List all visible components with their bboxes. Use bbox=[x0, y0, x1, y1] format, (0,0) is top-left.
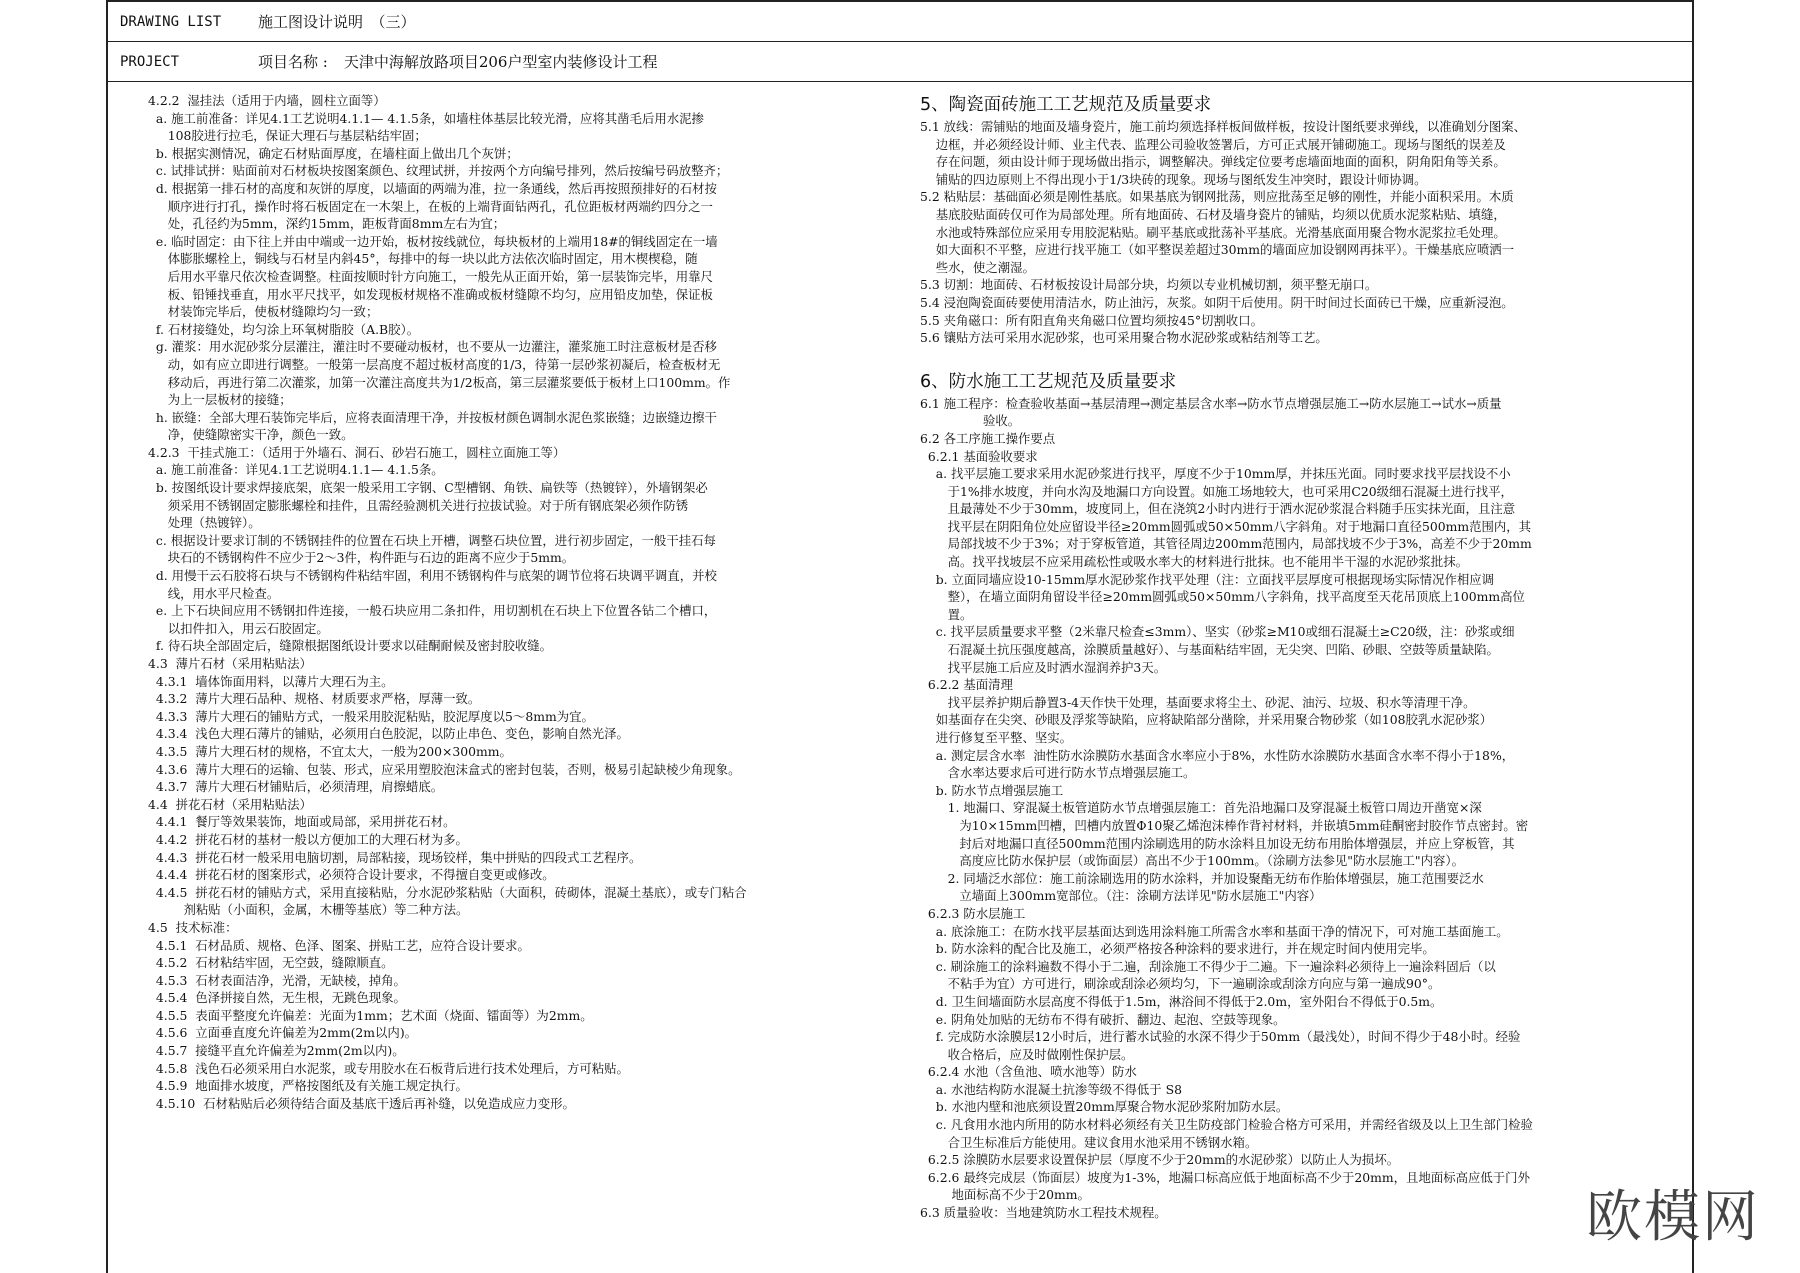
left-text-line: b. 根据实测情况，确定石材贴面厚度，在墙柱面上做出几个灰饼； bbox=[148, 145, 519, 161]
left-text-line: 4.5 技术标准： bbox=[148, 919, 238, 935]
section-heading: 5、陶瓷面砖施工工艺规范及质量要求 bbox=[920, 95, 1212, 115]
drawing-sheet bbox=[106, 0, 1694, 1273]
left-text-line: e. 上下石块间应用不锈钢扣件连接，一般石块应用二条扣件，用切割机在石块上下位置各钻二个槽口， bbox=[148, 603, 717, 619]
left-text-line: 4.4.1 餐厅等效果装饰，地面或局部，采用拼花石材。 bbox=[148, 814, 456, 830]
right-text-line: 铺贴的四边原则上不得出现小于1/3块砖的现象。现场与图纸发生冲突时，跟设计师协调。 bbox=[920, 171, 1427, 187]
left-column bbox=[148, 92, 938, 1112]
left-text-line: 4.2.2 湿挂法（适用于内墙，圆柱立面等） bbox=[148, 93, 386, 108]
right-text-line: a. 水池结构防水混凝土抗渗等级不得低于 S8 bbox=[920, 1081, 1182, 1097]
project-key: PROJECT bbox=[120, 53, 180, 70]
left-text-line: 4.3.5 薄片大理石材的规格，不宜太大，一般为200×300mm。 bbox=[148, 743, 512, 759]
left-text-line: f. 待石块全部固定后，缝隙根据图纸设计要求以硅酮耐候及密封胶收缝。 bbox=[148, 638, 553, 654]
left-text-line: 4.5.6 立面垂直度允许偏差为2mm(2m以内)。 bbox=[148, 1025, 418, 1041]
left-text-line: 4.5.4 色泽拼接自然，无生根，无跳色现象。 bbox=[148, 990, 406, 1006]
right-text-line: 6.1 施工程序：检查验收基面→基层清理→测定基层含水率→防水节点增强层施工→防水层施工→试水→质量 bbox=[920, 395, 1502, 411]
left-text-line: 4.5.7 接缝平直允许偏差为2mm(2m以内)。 bbox=[148, 1043, 405, 1059]
left-text-line: h. 嵌缝：全部大理石装饰完毕后，应将表面清理干净，并按板材颜色调制水泥色浆嵌缝；边嵌缝边擦干 bbox=[148, 409, 717, 425]
left-text-line: 4.2.3 干挂式施工：（适用于外墙石、洞石、砂岩石施工，圆柱立面施工等） bbox=[148, 444, 566, 460]
right-text-line: c. 找平层质量要求平整（2米靠尺检查≤3mm）、坚实（砂浆≥M10或细石混凝土≥C20级，注：砂浆或细 bbox=[920, 624, 1515, 640]
left-text-line: 顺序进行打孔，操作时将石板固定在一木架上，在板的上端背面钻两孔，孔位距板材两端约四分之一 bbox=[148, 198, 713, 214]
right-text-line: b. 防水节点增强层施工 bbox=[920, 782, 1064, 798]
right-text-line: 6.2.6 最终完成层（饰面层）坡度为1-3%，地漏口标高应低于地面标高不少于20mm，且地面标高应低于门外 bbox=[920, 1169, 1530, 1185]
right-text-line: 高。找平找坡层不应采用疏松性或吸水率大的材料进行批抹。也不能用半干湿的水泥砂浆批抹。 bbox=[920, 554, 1468, 570]
left-text-line: b. 按图纸设计要求焊接底架，底架一般采用工字钢、C型槽钢、角铁、扁铁等（热镀锌），外墙钢架必 bbox=[148, 480, 708, 496]
left-text-line: 4.5.3 石材表面洁净，光滑，无缺棱，掉角。 bbox=[148, 972, 406, 988]
left-text-line: g. 灌浆：用水泥砂浆分层灌注，灌注时不要碰动板材，也不要从一边灌注，灌浆施工时注意板材是否移 bbox=[148, 339, 717, 355]
right-text-line: a. 找平层施工要求采用水泥砂浆进行找平，厚度不少于10mm厚，并抹压光面。同时要求找平层找设不小 bbox=[920, 466, 1511, 482]
right-text-line: 存在问题，须由设计师于现场做出指示，调整解决。弹线定位要考虑墙面地面的面积，阴角阳角等关系。 bbox=[920, 154, 1506, 170]
right-text-line: 收合格后，应及时做刚性保护层。 bbox=[920, 1046, 1134, 1062]
right-text-line: 立墙面上300mm宽部位。（注：涂刷方法详见"防水层施工"内容） bbox=[920, 888, 1322, 904]
right-text-line: 5.2 粘贴层：基础面必须是刚性基底。如果基底为钢网批荡，则应批荡至足够的刚性，并能小面积采用。木质 bbox=[920, 189, 1514, 205]
right-text-line: 6.3 质量验收：当地建筑防水工程技术规程。 bbox=[920, 1205, 1167, 1221]
left-text-line: 4.4 拼花石材（采用粘贴法） bbox=[148, 796, 312, 812]
left-text-line: 4.3.4 浅色大理石薄片的铺贴，必须用白色胶泥，以防止串色、变色，影响自然光泽。 bbox=[148, 726, 629, 742]
right-text-line: 6.2 各工序施工操作要点 bbox=[920, 430, 1056, 446]
left-text-line: 剂粘贴（小面积，金属，木栅等基底）等二种方法。 bbox=[148, 902, 469, 918]
right-column bbox=[920, 92, 1685, 1222]
right-text-line: 地面标高不少于20mm。 bbox=[920, 1187, 1090, 1203]
project-value: 天津中海解放路项目206户型室内装修设计工程 bbox=[343, 53, 658, 71]
right-text-line: 2. 同墙泛水部位：施工前涂刷选用的防水涂料，并加设聚酯无纺布作胎体增强层，施工范围要泛水 bbox=[920, 870, 1484, 886]
right-text-line: 含水率达要求后可进行防水节点增强层施工。 bbox=[920, 765, 1196, 781]
drawing-list-value: 施工图设计说明 （三） bbox=[258, 13, 416, 31]
right-text-line: 5.4 浸泡陶瓷面砖要使用清洁水，防止油污，灰浆。如阴干后使用。阴干时间过长面砖已干燥，应重新浸泡。 bbox=[920, 294, 1514, 310]
left-text-line: 4.5.5 表面平整度允许偏差：光面为1mm；艺术面（烧面、镭面等）为2mm。 bbox=[148, 1007, 593, 1023]
right-text-line: b. 立面同墙应设10-15mm厚水泥砂浆作找平处理（注：立面找平层厚度可根据现场实际情况作相应调 bbox=[920, 571, 1495, 587]
right-text-line: 找平层在阴阳角位处应留设半径≥20mm圆弧或50×50mm八字斜角。对于地漏口直径500mm范围内，其 bbox=[920, 518, 1532, 534]
right-text-line: 边框，并必须经设计师、业主代表、监理公司验收签署后，方可正式展开铺砌施工。现场与图纸的误差及 bbox=[920, 136, 1506, 152]
right-text-line: 6.2.5 涂膜防水层要求设置保护层（厚度不少于20mm的水泥砂浆）以防止人为损坏。 bbox=[920, 1152, 1400, 1168]
right-text-line: 5.5 夹角磁口：所有阳直角夹角磁口位置均须按45°切割收口。 bbox=[920, 312, 1263, 328]
left-text-line: 4.3.1 墙体饰面用料，以薄片大理石为主。 bbox=[148, 673, 394, 689]
right-text-line: 5.6 镶贴方法可采用水泥砂浆，也可采用聚合物水泥砂浆或粘结剂等工艺。 bbox=[920, 330, 1328, 346]
right-text-line: 5.1 放线：需铺贴的地面及墙身瓷片，施工前均须选择样板间做样板，按设计图纸要求弹线，以准确划分图案、 bbox=[920, 119, 1527, 134]
right-text-line: 石混凝土抗压强度越高，涂膜质量越好）、与基面粘结牢固，无尖突、凹陷、砂眼、空鼓等质量缺陷。 bbox=[920, 642, 1499, 658]
right-text-line: 找平层施工后应及时洒水湿润养护3天。 bbox=[920, 659, 1167, 675]
left-text-line: a. 施工前准备：详见4.1工艺说明4.1.1— 4.1.5条。 bbox=[148, 462, 444, 478]
right-text-line: 6.2.3 防水层施工 bbox=[920, 905, 1026, 921]
left-text-line: 4.4.4 拼花石材的图案形式，必须符合设计要求，不得擅自变更或修改。 bbox=[148, 867, 555, 883]
left-text-line: c. 根据设计要求订制的不锈钢挂件的位置在石块上开槽，调整石块位置，进行初步固定，一般干挂石每 bbox=[148, 532, 716, 548]
left-text-line: 后用水平靠尺依次检查调整。柱面按顺时针方向施工，一般先从正面开始，第一层装饰完毕，用靠尺 bbox=[148, 268, 713, 284]
left-text-line: 须采用不锈钢固定膨胀螺栓和挂件，且需经验测机关进行拉拔试验。对于所有钢底架必须作防锈 bbox=[148, 497, 689, 513]
right-text-line: b. 水池内壁和池底须设置20mm厚聚合物水泥砂浆附加防水层。 bbox=[920, 1099, 1289, 1115]
right-text-line: f. 完成防水涂膜层12小时后，进行蓄水试验的水深不得少于50mm（最浅处），时间不得少于48小时。经验 bbox=[920, 1029, 1521, 1045]
left-text-line: 处理（热镀锌）。 bbox=[148, 515, 261, 531]
right-text-line: 验收。 bbox=[920, 413, 1021, 429]
document-body bbox=[108, 82, 1692, 1273]
left-text-line: 4.3.2 薄片大理石品种、规格、材质要求严格，厚薄一致。 bbox=[148, 691, 481, 707]
left-text-line: 动，如有应立即进行调整。一般第一层高度不超过板材高度的1/3，待第一层砂浆初凝后，检查板材无 bbox=[148, 356, 721, 372]
right-text-line: c. 刷涂施工的涂料遍数不得小于二遍，刮涂施工不得少于二遍。下一遍涂料必须待上一遍涂料固后（以 bbox=[920, 958, 1496, 974]
right-text-line: b. 防水涂料的配合比及施工，必须严格按各种涂料的要求进行，并在规定时间内使用完毕。 bbox=[920, 941, 1435, 957]
right-text-line: 合卫生标准后方能使用。建议食用水池采用不锈钢水箱。 bbox=[920, 1134, 1258, 1150]
left-text-line: a. 施工前准备：详见4.1工艺说明4.1.1— 4.1.5条，如墙柱体基层比较光滑，应将其凿毛后用水泥掺 bbox=[148, 110, 704, 126]
right-text-line: 且最薄处不少于30mm，坡度同上，但在浇筑2小时内进行于洒水泥砂浆混合料随手压实抹光面，且注意 bbox=[920, 501, 1516, 517]
right-text-line: 封后对地漏口直径500mm范围内涂刷选用的防水涂料且加设无纺布用胎体增强层，并应上穿板管，其 bbox=[920, 835, 1515, 851]
left-text-line: f. 石材接缝处，均匀涂上环氧树脂胶（A.B胶）。 bbox=[148, 321, 420, 337]
left-text-line: 4.5.2 石材粘结牢固，无空鼓，缝隙顺直。 bbox=[148, 955, 394, 971]
right-text-line: 5.3 切割：地面砖、石材板按设计局部分块，均须以专业机械切割，须平整无崩口。 bbox=[920, 277, 1378, 293]
right-text-line: 如基面存在尖突、砂眼及浮浆等缺陷，应将缺陷部分凿除，并采用聚合物砂浆（如108胶乳水泥砂浆） bbox=[920, 712, 1493, 728]
left-text-line: 4.3.3 薄片大理石的铺贴方式，一般采用胶泥粘贴，胶泥厚度以5～8mm为宜。 bbox=[148, 708, 594, 724]
left-text-line: 材装饰完毕后，使板材缝隙均匀一致； bbox=[148, 304, 379, 320]
right-text-line: 整），在墙立面阴角留设半径≥20mm圆弧或50×50mm八字斜角，找平高度至天花吊顶底上100mm高位 bbox=[920, 589, 1525, 605]
right-text-line: a. 测定层含水率 油性防水涂膜防水基面含水率应小于8%，水性防水涂膜防水基面含水率不得小于18%， bbox=[920, 747, 1515, 763]
right-text-line: c. 凡食用水池内所用的防水材料必须经有关卫生防疫部门检验合格方可采用，并需经省级及以上卫生部门检验 bbox=[920, 1117, 1533, 1133]
left-text-line: 移动后，再进行第二次灌浆，加第一次灌注高度共为1/2板高，第三层灌浆要低于板材上口100mm。作 bbox=[148, 374, 731, 390]
watermark-logo: 欧模网 bbox=[1586, 1185, 1760, 1250]
left-text-line: d. 根据第一排石材的高度和灰饼的厚度，以墙面的两端为准，拉一条通线，然后再按照预排好的石材按 bbox=[148, 180, 717, 196]
right-text-line: 局部找坡不少于3%；对于穿板管道，其管径周边200mm范围内，局部找坡不少于3%，高差不少于20mm bbox=[920, 536, 1532, 552]
right-text-line: 些水，使之潮湿。 bbox=[920, 259, 1035, 275]
left-text-line: 板、铅锤找垂直，用水平尺找平，如发现板材规格不准确或板材缝隙不均匀，应用铅皮加垫，保证板 bbox=[148, 286, 713, 302]
project-label: 项目名称 : bbox=[258, 53, 328, 71]
right-text-line: 置。 bbox=[920, 606, 973, 622]
right-text-line: e. 阴角处加贴的无纺布不得有破折、翻边、起泡、空鼓等现象。 bbox=[920, 1011, 1286, 1027]
left-text-line: 4.4.3 拼花石材一般采用电脑切割，局部粘接，现场铰样，集中拼贴的四段式工艺程序。 bbox=[148, 849, 642, 865]
right-text-line: 于1%排水坡度，并向水沟及地漏口方向设置。如施工场地较大，也可采用C20级细石混凝土进行找平， bbox=[920, 483, 1513, 499]
left-text-line: 4.5.10 石材粘贴后必须待结合面及基底干透后再补缝，以免造成应力变形。 bbox=[148, 1095, 575, 1111]
left-text-line: 4.5.9 地面排水坡度，严格按图纸及有关施工规定执行。 bbox=[148, 1078, 468, 1094]
left-text-line: 块石的不锈钢构件不应少于2～3件，构件距与石边的距离不应少于5mm。 bbox=[148, 550, 575, 566]
drawing-list-row bbox=[108, 2, 1692, 42]
left-text-line: 4.4.2 拼花石材的基材一般以方便加工的大理石材为多。 bbox=[148, 831, 468, 847]
left-text-line: 4.5.1 石材品质、规格、色泽、图案、拼贴工艺，应符合设计要求。 bbox=[148, 937, 530, 953]
drawing-list-key: DRAWING LIST bbox=[120, 13, 222, 30]
project-row bbox=[108, 42, 1692, 82]
left-text-line: 4.3 薄片石材（采用粘贴法） bbox=[148, 656, 312, 671]
left-text-line: 以扣件扣入，用云石胶固定。 bbox=[148, 620, 329, 636]
left-text-line: 108胶进行拉毛，保证大理石与基层粘结牢固； bbox=[148, 128, 427, 144]
right-text-line: 6.2.4 水池（含鱼池、喷水池等）防水 bbox=[920, 1064, 1137, 1080]
left-text-line: e. 临时固定：由下往上并由中端或一边开始，板材按线就位，每块板材的上端用18#的铜线固定在一墙 bbox=[148, 233, 718, 249]
section-heading: 6、防水施工工艺规范及质量要求 bbox=[920, 371, 1177, 392]
right-text-line: d. 卫生间墙面防水层高度不得低于1.5m，淋浴间不得低于2.0m，室外阳台不得低于0.5m。 bbox=[920, 993, 1443, 1009]
left-text-line: c. 试排试拼：贴面前对石材板块按图案颜色、纹理试拼，并按两个方向编号排列，然后按编号码放整齐； bbox=[148, 163, 729, 179]
right-text-line: 找平层养护期后静置3-4天作快干处理，基面要求将尘土、砂泥、油污、垃圾、积水等清理干净。 bbox=[920, 694, 1476, 710]
right-text-line: 高度应比防水保护层（或饰面层）高出不少于100mm。（涂刷方法参见"防水层施工"内容）。 bbox=[920, 853, 1464, 869]
right-text-line: 如大面积不平整，应进行找平施工（如平整误差超过30mm的墙面应加设钢网再抹平）。干燥基底应喷洒一 bbox=[920, 242, 1515, 258]
left-text-line: 净，使缝隙密实干净，颜色一致。 bbox=[148, 427, 354, 443]
left-text-line: 4.5.8 浅色石必须采用白水泥浆，或专用胶水在石板背后进行技术处理后，方可粘贴。 bbox=[148, 1060, 629, 1076]
right-text-line: 基底胶贴面砖仅可作为局部处理。所有地面砖、石材及墙身瓷片的铺贴，均须以优质水泥浆粘贴、填缝， bbox=[920, 206, 1506, 222]
left-text-line: d. 用慢干云石胶将石块与不锈钢构件粘结牢固，利用不锈钢构件与底架的调节位将石块调平调直，并校 bbox=[148, 568, 717, 584]
left-text-line: 体膨胀螺栓上，铜线与石材呈内斜45°，每排中的每一块以此方法依次临时固定，用木楔楔稳，随 bbox=[148, 251, 698, 267]
right-text-line: 进行修复至平整、坚实。 bbox=[920, 730, 1073, 745]
right-text-line: 水池或特殊部位应采用专用胶泥粘贴。刷平基底或批荡补平基底。光滑基底面用聚合物水泥浆拉毛处理。 bbox=[920, 224, 1506, 240]
section-gap bbox=[920, 347, 1685, 369]
right-text-line: 为10×15mm凹槽，凹槽内放置Φ10聚乙烯泡沫棒作背衬材料，并嵌填5mm硅酮密封胶作节点密封。密 bbox=[920, 817, 1529, 833]
left-text-line: 4.3.6 薄片大理石的运输、包装、形式，应采用塑胶泡沫盒式的密封包装，否则，极易引起缺棱少角现象。 bbox=[148, 761, 741, 777]
left-text-line: 处，孔径约为5mm，深约15mm，距板背面8mm左右为宜； bbox=[148, 216, 506, 232]
right-text-line: 6.2.1 基面验收要求 bbox=[920, 448, 1038, 464]
right-text-line: 1. 地漏口、穿混凝土板管道防水节点增强层施工：首先沿地漏口及穿混凝土板管口周边开凿宽×深 bbox=[920, 800, 1482, 816]
right-text-line: a. 底涂施工：在防水找平层基面达到选用涂料施工所需含水率和基面干净的情况下，可对施工基面施工。 bbox=[920, 923, 1509, 939]
left-text-line: 4.4.5 拼花石材的铺贴方式，采用直接粘贴，分水泥砂浆粘贴（大面积，砖砌体，混凝土基底），或专门粘合 bbox=[148, 884, 747, 900]
left-text-line: 线，用水平尺检查。 bbox=[148, 585, 280, 601]
right-text-line: 不粘手为宜）方可进行，刷涂或刮涂必须均匀，下一遍刷涂或刮涂方向应与第一遍成90°。 bbox=[920, 976, 1441, 992]
left-text-line: 为上一层板材的接缝； bbox=[148, 392, 292, 408]
left-text-line: 4.3.7 薄片大理石材铺贴后，必须清理，肩擦蜡底。 bbox=[148, 779, 444, 795]
right-text-line: 6.2.2 基面清理 bbox=[920, 677, 1013, 693]
